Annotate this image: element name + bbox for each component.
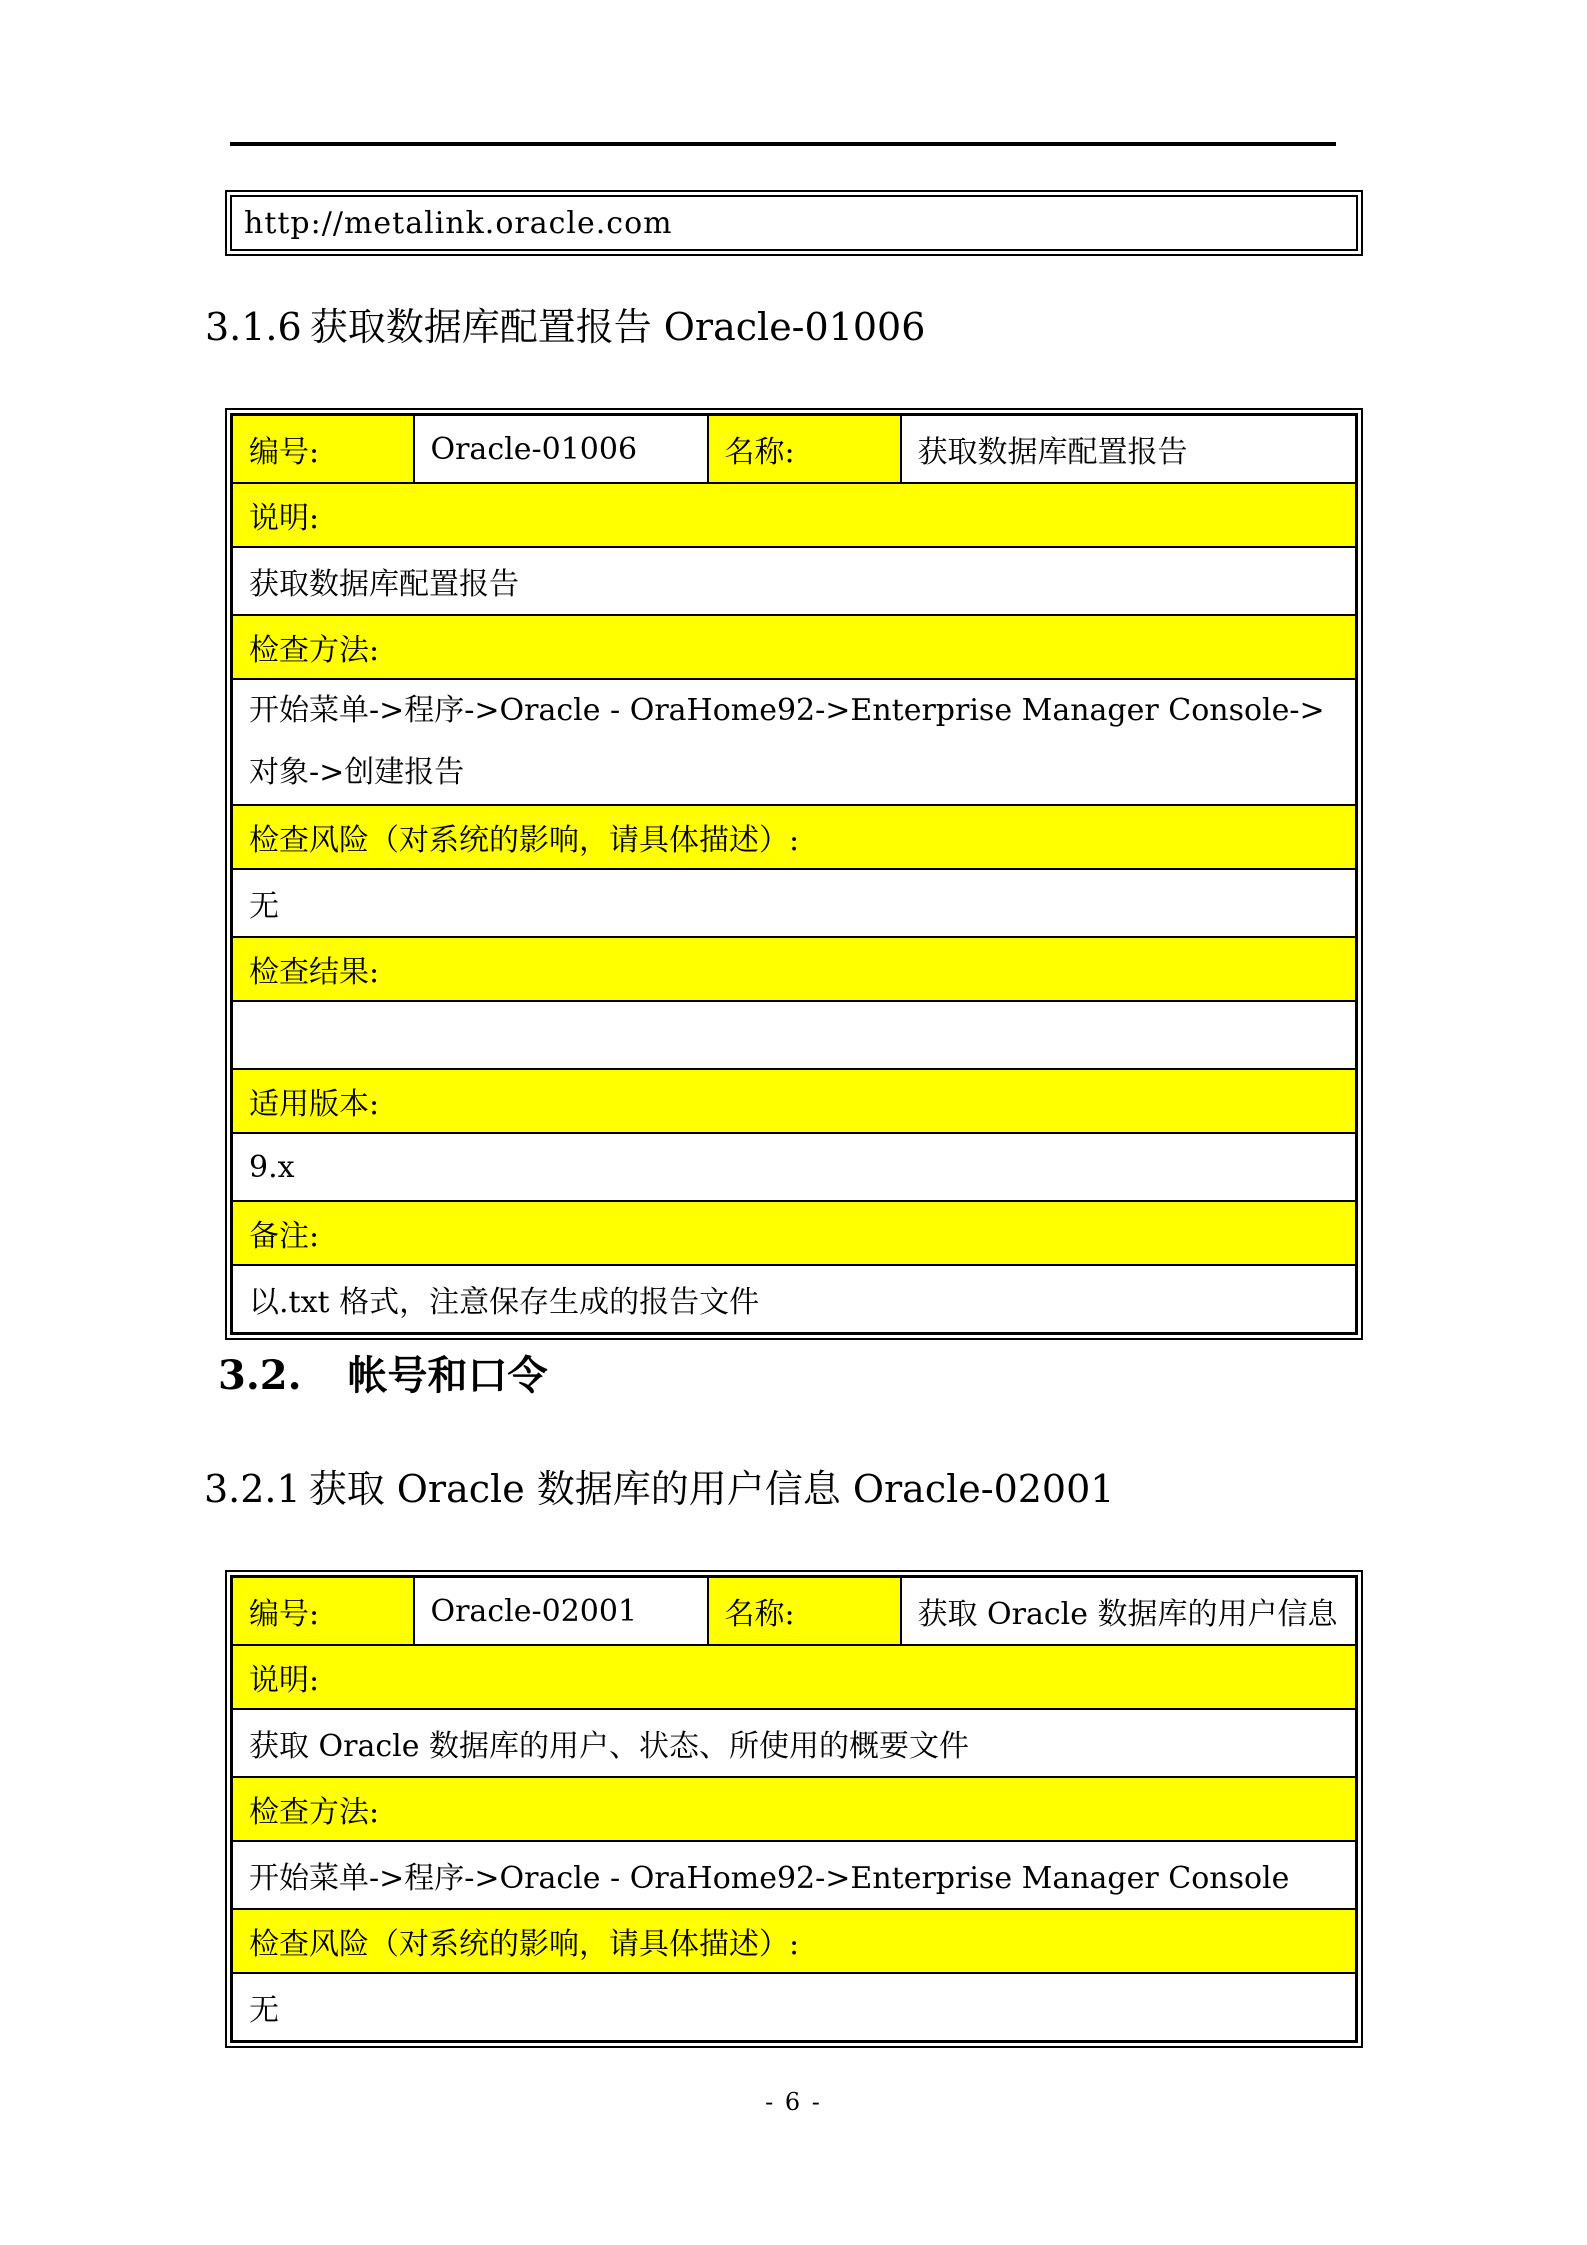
section-heading-3-2-1	[204, 1458, 1114, 1513]
table-row	[232, 1069, 1357, 1133]
label-cell: 适用版本:	[232, 1069, 1357, 1133]
id-value-cell: Oracle-01006	[414, 415, 708, 484]
table-row	[232, 1265, 1357, 1334]
label-cell: 检查风险（对系统的影响，请具体描述）:	[232, 1909, 1357, 1973]
content-cell: 开始菜单->程序->Oracle - OraHome92->Enterprise Manager Console	[232, 1841, 1357, 1909]
table-row	[232, 679, 1357, 805]
table-row	[232, 937, 1357, 1001]
content-cell: 获取 Oracle 数据库的用户、状态、所使用的概要文件	[232, 1709, 1357, 1777]
table-row	[232, 547, 1357, 615]
heading-title: 帐号和口令	[347, 1352, 548, 1399]
check-item-table-oracle-02001	[225, 1570, 1363, 2048]
label-cell: 检查方法:	[232, 1777, 1357, 1841]
table-row	[232, 805, 1357, 869]
content-cell: 9.x	[232, 1133, 1357, 1201]
url-box	[225, 190, 1363, 256]
label-cell: 检查风险（对系统的影响，请具体描述）:	[232, 805, 1357, 869]
table-row	[232, 869, 1357, 937]
table-row	[232, 415, 1357, 484]
label-cell: 说明:	[232, 1645, 1357, 1709]
name-value-cell: 获取数据库配置报告	[901, 415, 1357, 484]
id-label-cell: 编号:	[232, 1577, 414, 1646]
table-row	[232, 1709, 1357, 1777]
content-cell: 无	[232, 1973, 1357, 2042]
table-row	[232, 1841, 1357, 1909]
label-cell: 检查方法:	[232, 615, 1357, 679]
table-row	[232, 1909, 1357, 1973]
content-cell: 开始菜单->程序->Oracle - OraHome92->Enterprise Manager Console->对象->创建报告	[232, 679, 1357, 805]
section-heading-3-1-6	[205, 296, 925, 351]
content-cell: 获取数据库配置报告	[232, 547, 1357, 615]
content-cell: 无	[232, 869, 1357, 937]
header-rule	[230, 142, 1336, 146]
heading-title: 获取数据库配置报告 Oracle-01006	[309, 305, 926, 349]
label-cell: 检查结果:	[232, 937, 1357, 1001]
url-text: http://metalink.oracle.com	[230, 195, 1358, 251]
table-row	[232, 1645, 1357, 1709]
table-row	[232, 1133, 1357, 1201]
label-cell: 说明:	[232, 483, 1357, 547]
page-number: - 6 -	[765, 2088, 822, 2116]
table-row	[232, 615, 1357, 679]
table-row	[232, 1577, 1357, 1646]
name-label-cell: 名称:	[708, 1577, 901, 1646]
content-cell: 以.txt 格式，注意保存生成的报告文件	[232, 1265, 1357, 1334]
label-cell: 备注:	[232, 1201, 1357, 1265]
id-label-cell: 编号:	[232, 415, 414, 484]
table-row	[232, 1777, 1357, 1841]
table-row	[232, 1001, 1357, 1069]
content-cell	[232, 1001, 1357, 1069]
check-item-table-oracle-01006	[225, 408, 1363, 1340]
heading-title: 获取 Oracle 数据库的用户信息 Oracle-02001	[308, 1467, 1115, 1511]
table-row	[232, 483, 1357, 547]
id-value-cell: Oracle-02001	[414, 1577, 708, 1646]
name-value-cell: 获取 Oracle 数据库的用户信息	[901, 1577, 1357, 1646]
table-row	[232, 1201, 1357, 1265]
heading-number: 3.2.	[218, 1352, 302, 1399]
name-label-cell: 名称:	[708, 415, 901, 484]
heading-number: 3.1.6	[205, 305, 302, 349]
section-heading-3-2	[218, 1344, 548, 1401]
heading-number: 3.2.1	[204, 1467, 301, 1511]
table-row	[232, 1973, 1357, 2042]
